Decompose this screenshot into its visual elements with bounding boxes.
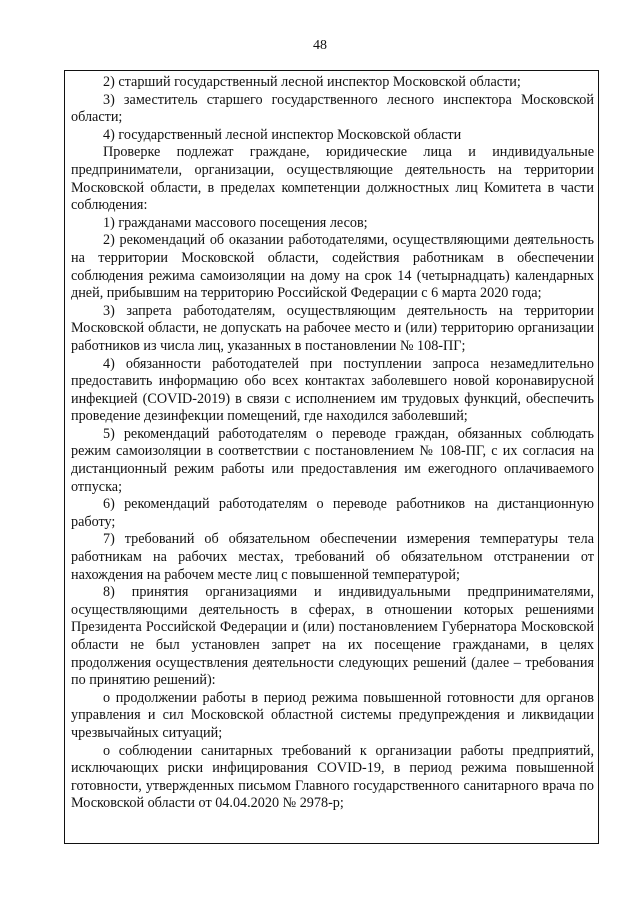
paragraph-sanitary-requirements: о соблюдении санитарных требований к организации работы предприятий, исключающих риски инфицирования COVID-19, в период режима повышенной готовности, утвержденных письмом Главного государственного санитарного врача по Московской области от 04.04.2020 № 2978-р; [71,742,594,812]
paragraph-item-6: 6) рекомендаций работодателям о переводе работников на дистанционную работу; [71,496,594,530]
paragraph-item-3: 3) запрета работодателям, осуществляющим деятельность на территории Московской области, не допускать на рабочее место и (или) территорию организации работников из числа лиц, указанных в постановлении № 108-ПГ; [71,302,594,354]
paragraph-item-4: 4) обязанности работодателей при поступлении запроса незамедлительно предоставить информацию обо всех контактах заболевшего новой коронавирусной инфекцией (COVID-2019) в связи с исполнением им трудовых функций, обеспечить проведение дезинфекции помещений, где находился заболевший; [71,355,594,425]
paragraph-senior-inspector: 2) старший государственный лесной инспектор Московской области; [103,74,521,90]
paragraph-inspector: 4) государственный лесной инспектор Московской области [103,126,462,143]
paragraph-item-7: 7) требований об обязательном обеспечении измерения температуры тела работникам на рабочих местах, требований об обязательном отстранении от нахождения на рабочем месте лиц с повышенной температурой; [71,531,594,583]
paragraph-subjects-of-inspection: Проверке подлежат граждане, юридические лица и индивидуальные предприниматели, организации, осуществляющие деятельность на территории Московской области, в пределах компетенции должностных лиц Комитета в части соблюдения: [71,144,594,214]
paragraph-item-1: 1) гражданами массового посещения лесов; [103,214,368,231]
paragraph-item-5: 5) рекомендаций работодателям о переводе граждан, обязанных соблюдать режим самоизоляции в соответствии с постановлением № 108-ПГ, с их согласия на дистанционный режим работы или предоставления им ежегодного оплачиваемого отпуска; [71,425,594,495]
document-frame [64,70,599,844]
paragraph-deputy-inspector: 3) заместитель старшего государственного лесного инспектора Московской области; [71,91,594,126]
paragraph-continued-work: о продолжении работы в период режима повышенной готовности для органов управления и сил Московской областной системы предупреждения и ликвидации чрезвычайных ситуаций; [71,689,594,741]
paragraph-item-2: 2) рекомендаций об оказании работодателями, осуществляющими деятельность на территории Московской области, содействия работникам в обеспечении соблюдения режима самоизоляции на дому на срок 14 (четырнадцать) календарных дней, прибывшим на территорию Российской Федерации с 6 марта 2020 года; [71,232,594,302]
paragraph-item-8: 8) принятия организациями и индивидуальными предпринимателями, осуществляющими деятельность в сферах, в отношении которых решениями Президента Российской Федерации и (или) постановлением Губернатора Московской области не был установлен запрет на их посещение гражданами, в целях продолжения осуществления деятельности следующих решений (далее – требования по принятию решений): [71,584,594,689]
page-number: 48 [313,38,327,53]
